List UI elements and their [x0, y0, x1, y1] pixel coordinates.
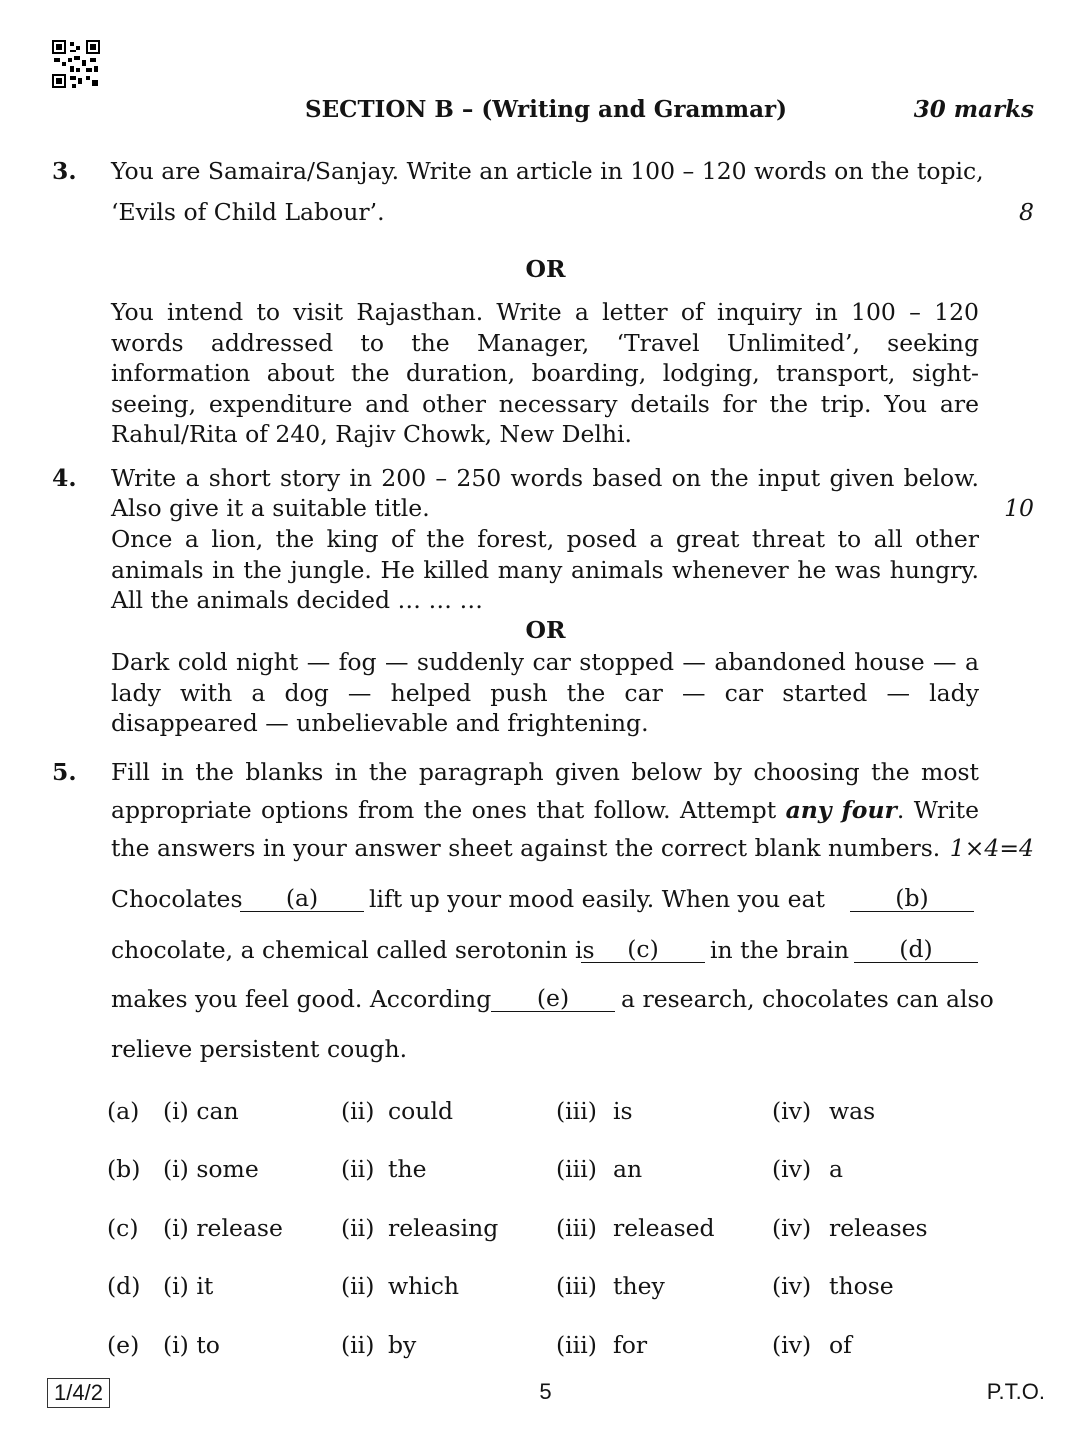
- section-marks: 30 marks: [913, 96, 1034, 123]
- option-row: [107, 1155, 1007, 1187]
- blank-a: (a): [240, 885, 364, 912]
- blank-b: (b): [850, 885, 974, 912]
- question-number: 4.: [52, 464, 77, 492]
- option-ii: by: [388, 1331, 417, 1359]
- option-i: (i) can: [163, 1097, 239, 1125]
- blank-c: (c): [581, 936, 705, 963]
- option-label: (a): [107, 1097, 140, 1125]
- option-ii-number: (ii): [341, 1331, 375, 1359]
- option-row: [107, 1331, 1007, 1363]
- option-iii-number: (iii): [556, 1214, 597, 1242]
- option-iv-number: (iv): [772, 1331, 812, 1359]
- option-ii-number: (ii): [341, 1155, 375, 1183]
- option-row: [107, 1272, 1007, 1304]
- question-marks: 10: [1004, 494, 1034, 522]
- option-row: [107, 1097, 1007, 1129]
- option-label: (b): [107, 1155, 141, 1183]
- option-i: (i) release: [163, 1214, 283, 1242]
- paper-code: 1/4/2: [47, 1378, 110, 1408]
- option-iv-number: (iv): [772, 1214, 812, 1242]
- option-row: [107, 1214, 1007, 1246]
- option-iv: a: [829, 1155, 844, 1183]
- question-text: the answers in your answer sheet against the correct blank numbers.: [111, 834, 941, 862]
- option-iii-number: (iii): [556, 1331, 597, 1359]
- option-iv-number: (iv): [772, 1155, 812, 1183]
- option-iii: an: [613, 1155, 643, 1183]
- pto-label: P.T.O.: [986, 1379, 1045, 1404]
- blank-d: (d): [854, 936, 978, 963]
- option-i: (i) to: [163, 1331, 220, 1359]
- question-text: You are Samaira/Sanjay. Write an article in 100 – 120 words on the topic,: [111, 157, 984, 185]
- option-ii: could: [388, 1097, 454, 1125]
- question-number: 3.: [52, 157, 77, 185]
- passage-text: Chocolates: [111, 885, 243, 913]
- option-iv: those: [829, 1272, 894, 1300]
- option-ii: the: [388, 1155, 427, 1183]
- option-iv-number: (iv): [772, 1097, 812, 1125]
- question-marks: 1×4=4: [949, 834, 1034, 862]
- page-number: 5: [539, 1379, 552, 1404]
- option-iv: releases: [829, 1214, 928, 1242]
- alternative-question-text: You intend to visit Rajasthan. Write a letter of inquiry in 100 – 120 words addressed to the Manager, ‘Travel Unlimited’, seeking information about the duration, boarding, lodging, transport, sight-seeing, expenditure and other necessary details for the trip. You are Rahul/Rita of 240, Rajiv Chowk, New Delhi.: [111, 298, 979, 448]
- section-title: SECTION B – (Writing and Grammar): [305, 96, 788, 123]
- question-text: Also give it a suitable title.: [111, 494, 430, 522]
- option-iii-number: (iii): [556, 1097, 597, 1125]
- option-iii: released: [613, 1214, 715, 1242]
- option-label: (d): [107, 1272, 141, 1300]
- or-divider: OR: [525, 255, 566, 283]
- option-iii: they: [613, 1272, 665, 1300]
- question-text: Fill in the blanks in the paragraph given below by choosing the most: [111, 758, 979, 786]
- option-ii: which: [388, 1272, 460, 1300]
- passage-text: makes you feel good. According: [111, 985, 492, 1013]
- question-marks: 8: [1019, 198, 1034, 226]
- option-label: (c): [107, 1214, 139, 1242]
- passage-text: a research, chocolates can also: [621, 985, 994, 1013]
- qr-code-icon: [52, 40, 100, 88]
- option-iii-number: (iii): [556, 1272, 597, 1300]
- option-iv-number: (iv): [772, 1272, 812, 1300]
- option-iii: is: [613, 1097, 633, 1125]
- option-ii-number: (ii): [341, 1097, 375, 1125]
- option-iv: of: [829, 1331, 852, 1359]
- option-i: (i) it: [163, 1272, 214, 1300]
- option-iii-number: (iii): [556, 1155, 597, 1183]
- alternative-question-text: Dark cold night — fog — suddenly car stopped — abandoned house — a lady with a dog — helped push the car — car started — lady disappeared — unbelievable and frightening.: [111, 648, 979, 737]
- option-i: (i) some: [163, 1155, 259, 1183]
- question-text: ‘Evils of Child Labour’.: [111, 198, 385, 226]
- option-ii-number: (ii): [341, 1272, 375, 1300]
- or-divider: OR: [525, 616, 566, 644]
- question-text: appropriate options from the ones that follow. Attempt any four. Write: [111, 796, 980, 824]
- option-label: (e): [107, 1331, 140, 1359]
- option-iii: for: [613, 1331, 648, 1359]
- story-input-text: Once a lion, the king of the forest, posed a great threat to all other animals in the jungle. He killed many animals whenever he was hungry. All the animals decided … … …: [111, 525, 979, 614]
- option-ii: releasing: [388, 1214, 499, 1242]
- question-text: Write a short story in 200 – 250 words based on the input given below.: [111, 464, 979, 492]
- emphasis-text: any four: [785, 796, 897, 824]
- passage-text: in the brain: [710, 936, 850, 964]
- passage-text: relieve persistent cough.: [111, 1035, 408, 1063]
- option-iv: was: [829, 1097, 876, 1125]
- option-ii-number: (ii): [341, 1214, 375, 1242]
- blank-e: (e): [491, 985, 615, 1012]
- passage-text: chocolate, a chemical called serotonin is: [111, 936, 595, 964]
- passage-text: lift up your mood easily. When you eat: [369, 885, 825, 913]
- question-number: 5.: [52, 758, 77, 786]
